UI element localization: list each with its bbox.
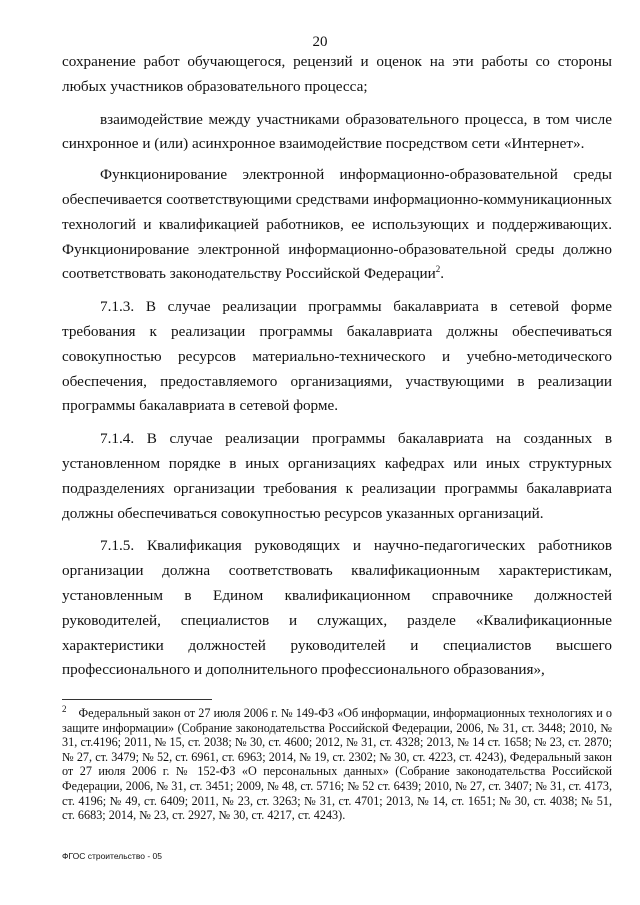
footnote-reference[interactable]: 2	[435, 264, 441, 275]
page-footer: ФГОС строительство - 05	[62, 851, 162, 861]
paragraph-7-1-5: 7.1.5. Квалификация руководящих и научно-педагогических работников организации должна соответствовать квалификационным характеристикам, установленным в Едином квалификационном справочнике должностей руководителей, специалистов и служащих, разделе «Квалификационные характеристики должностей руководителей и специалистов высшего профессионального и дополнительного профессионального образования»,	[62, 537, 612, 679]
page-number: 20	[312, 34, 328, 50]
paragraph-7-1-3: 7.1.3. В случае реализации программы бакалавриата в сетевой форме требования к реализации программы бакалавриата должны обеспечиваться совокупностью ресурсов материально-технического и учебно-методического обеспечения, предоставляемого организациями, участвующими в реализации программы бакалавриата в сетевой форме.	[62, 298, 612, 415]
paragraph: сохранение работ обучающегося, рецензий и оценок на эти работы со стороны любых участников образовательного процесса;	[62, 53, 612, 95]
footnote-mark: 2	[62, 703, 67, 714]
paragraph	[62, 163, 612, 287]
footnote-separator	[62, 699, 212, 700]
paragraph-tail: .	[440, 265, 444, 283]
body-text	[62, 50, 612, 691]
paragraph-text: Функционирование электронной информационно-образовательной среды обеспечивается соответствующими средствами информационно-коммуникационных технологий и квалификацией работников, ее использующих и поддерживающих. Функционирование электронной информационно-образовательной среды должно соответствовать законодательству Российской Федерации	[62, 166, 612, 283]
paragraph-7-1-4: 7.1.4. В случае реализации программы бакалавриата на созданных в установленном порядке в иных организациях кафедрах или иных структурных подразделениях организации требования к реализации программы бакалавриата должны обеспечиваться совокупностью ресурсов указанных организаций.	[62, 430, 612, 522]
footnote	[62, 703, 612, 823]
paragraph: взаимодействие между участниками образовательного процесса, в том числе синхронное и (или) асинхронное взаимодействие посредством сети «Интернет».	[62, 110, 612, 153]
footnote-text: Федеральный закон от 27 июля 2006 г. № 149-ФЗ «Об информации, информационных технологиях и о защите информации» (Собрание законодательства Российской Федерации, 2006, № 31, ст. 3448; 2010, № 31, ст.4196; 2011, № 15, ст. 2038; № 30, ст. 4600; 2012, № 31, ст. 4328; 2013, № 14 ст. 1658; № 23, ст. 2870; № 27, ст. 3479; № 52, ст. 6961, ст. 6963; 2014, № 19, ст. 2302; № 30, ст. 4223, ст. 4243), Федеральный закон от 27 июля 2006 г. № 152-ФЗ «О персональных данных» (Собрание законодательства Российской Федерации, 2006, № 31, ст. 3451; 2009, № 48, ст. 5716; № 52 ст. 6439; 2010, № 27, ст. 3407; № 31, ст. 4173, ст. 4196; № 49, ст. 6409; 2011, № 23, ст. 3263; № 31, ст. 4701; 2013, № 14, ст. 1651; № 30, ст. 4038; № 51, ст. 6683; 2014, № 23, ст. 2927, № 30, ст. 4217, ст. 4243).	[62, 706, 612, 823]
